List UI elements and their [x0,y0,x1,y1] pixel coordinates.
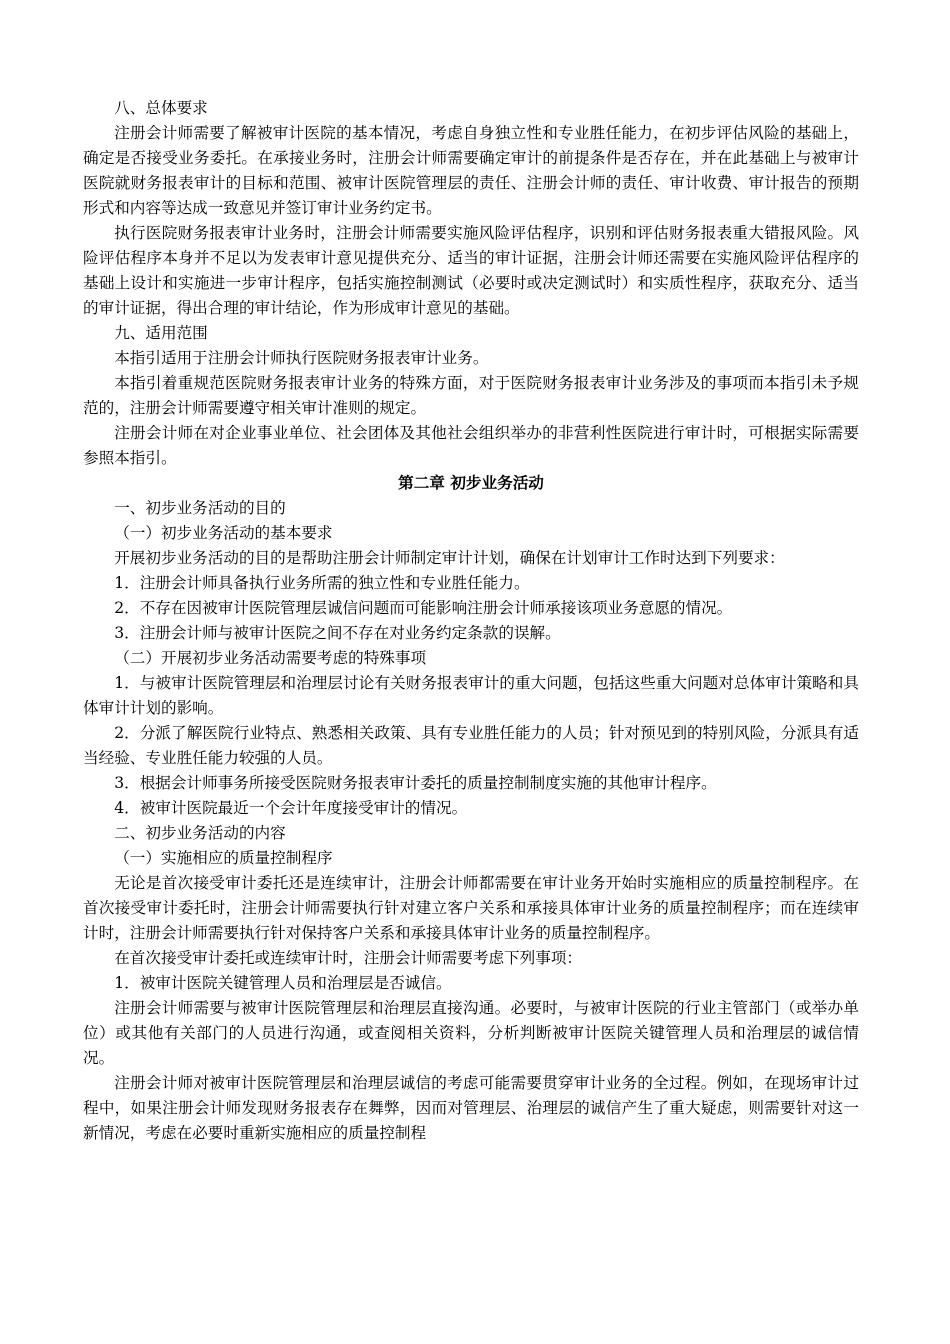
paragraph: 本指引着重规范医院财务报表审计业务的特殊方面，对于医院财务报表审计业务涉及的事项而本指引未予规范的，注册会计师需要遵守相关审计准则的规定。 [83,374,859,417]
section-heading-9: 九、适用范围 [114,324,208,342]
paragraph: 在首次接受审计委托或连续审计时，注册会计师需要考虑下列事项： [114,949,583,967]
list-item: 1．与被审计医院管理层和治理层讨论有关财务报表审计的重大问题，包括这些重大问题对总体审计策略和具体审计计划的影响。 [83,674,859,717]
list-item: 1．注册会计师具备执行业务所需的独立性和专业胜任能力。 [114,574,530,592]
subsection-heading: （一）实施相应的质量控制程序 [114,849,333,867]
paragraph: 开展初步业务活动的目的是帮助注册会计师制定审计计划，确保在计划审计工作时达到下列要求： [114,549,785,567]
paragraph: 无论是首次接受审计委托还是连续审计，注册会计师都需要在审计业务开始时实施相应的质量控制程序。在首次接受审计委托时，注册会计师需要执行针对建立客户关系和承接具体审计业务的质量控制程序；而在连续审计时，注册会计师需要执行针对保持客户关系和承接具体审计业务的质量控制程序。 [83,874,859,942]
list-item: 2．不存在因被审计医院管理层诚信问题而可能影响注册会计师承接该项业务意愿的情况。 [114,599,733,617]
section-heading-8: 八、总体要求 [114,99,208,117]
chapter-title: 第二章 初步业务活动 [398,474,544,492]
paragraph: 注册会计师在对企业事业单位、社会团体及其他社会组织举办的非营利性医院进行审计时，可根据实际需要参照本指引。 [83,424,859,467]
document-page [83,96,859,1146]
section-heading: 一、初步业务活动的目的 [114,499,286,517]
list-item: 1．被审计医院关键管理人员和治理层是否诚信。 [114,974,452,992]
subsection-heading: （二）开展初步业务活动需要考虑的特殊事项 [114,649,427,667]
paragraph: 注册会计师对被审计医院管理层和治理层诚信的考虑可能需要贯穿审计业务的全过程。例如，在现场审计过程中，如果注册会计师发现财务报表存在舞弊，因而对管理层、治理层的诚信产生了重大疑虑，则需要针对这一新情况，考虑在必要时重新实施相应的质量控制程 [83,1074,859,1142]
paragraph: 本指引适用于注册会计师执行医院财务报表审计业务。 [114,349,489,367]
list-item: 3．根据会计师事务所接受医院财务报表审计委托的质量控制制度实施的其他审计程序。 [114,774,717,792]
section-heading: 二、初步业务活动的内容 [114,824,286,842]
list-item: 4．被审计医院最近一个会计年度接受审计的情况。 [114,799,468,817]
paragraph: 执行医院财务报表审计业务时，注册会计师需要实施风险评估程序，识别和评估财务报表重大错报风险。风险评估程序本身并不足以为发表审计意见提供充分、适当的审计证据，注册会计师还需要在实施风险评估程序的基础上设计和实施进一步审计程序，包括实施控制测试（必要时或决定测试时）和实质性程序，获取充分、适当的审计证据，得出合理的审计结论，作为形成审计意见的基础。 [83,224,859,317]
list-item: 3．注册会计师与被审计医院之间不存在对业务约定条款的误解。 [114,624,561,642]
list-item: 2．分派了解医院行业特点、熟悉相关政策、具有专业胜任能力的人员；针对预见到的特别风险，分派具有适当经验、专业胜任能力较强的人员。 [83,724,859,767]
paragraph: 注册会计师需要与被审计医院管理层和治理层直接沟通。必要时，与被审计医院的行业主管部门（或举办单位）或其他有关部门的人员进行沟通，或查阅相关资料，分析判断被审计医院关键管理人员和治理层的诚信情况。 [83,999,859,1067]
subsection-heading: （一）初步业务活动的基本要求 [114,524,333,542]
paragraph: 注册会计师需要了解被审计医院的基本情况，考虑自身独立性和专业胜任能力，在初步评估风险的基础上，确定是否接受业务委托。在承接业务时，注册会计师需要确定审计的前提条件是否存在，并在此基础上与被审计医院就财务报表审计的目标和范围、被审计医院管理层的责任、注册会计师的责任、审计收费、审计报告的预期形式和内容等达成一致意见并签订审计业务约定书。 [83,124,859,217]
